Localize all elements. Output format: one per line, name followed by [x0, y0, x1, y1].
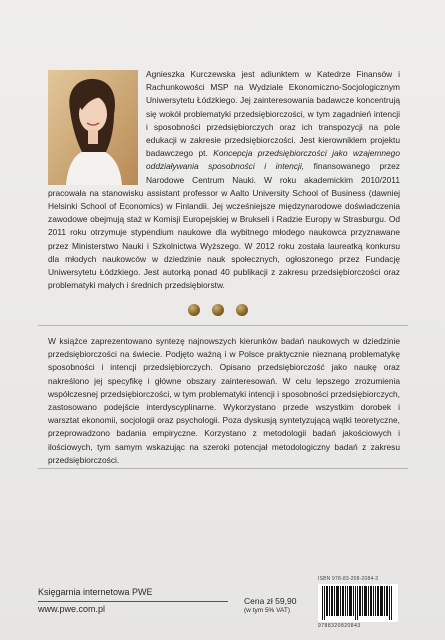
vat-note: (w tym 5% VAT): [244, 607, 290, 614]
publisher-url[interactable]: www.pwe.com.pl: [38, 604, 106, 614]
book-description: W książce zaprezentowano syntezę najnowszych kierunków badań naukowych w dziedzinie przedsiębiorczości na świecie. Podjęto ważną i w Polsce praktycznie nieznaną problematykę sposobności i intencji przedsiębiorczych. Opisano przedsiębiorczość jako naukę oraz nakreślono jej specyfikę i główne obszary zainteresowań. W celu lepszego zrozumienia współczesnej przedsiębiorczości, w tym problematyki intencji i sposobności przedsiębiorczych, zastosowano podejście interdyscyplinarne. Wykorzystano przede wszystkim dorobek i warsztat ekonomii, socjologii oraz psychologii. Poza dyskusją syntetyzującą wątki teoretyczne, przeprowadzono badania empiryczne. Korzystano z metodologii badań jakościowych i ilościowych, tym samym wskazując na szeroki potencjał metodologiczny badań z zakresu przedsiębiorczości.: [48, 336, 400, 465]
divider: [38, 601, 228, 602]
ornament-bullets: [188, 304, 248, 318]
price-block: [244, 596, 296, 616]
divider: [38, 325, 408, 326]
bio-text-part2: finansowanego przez Narodowe Centrum Nauki. W roku akademickim 2010/2011 pracowała na stanowisku assistant professor w Aalto University School of Business (dawniej Helsinki School of Economics) w Finlandii. Jej wcześniejsze międzynarodowe doświadczenia zawodowe obejmują staż w Komisji Europejskiej w Brukseli i Radzie Europy w Strasburgu. Od 2011 roku otrzymuje stypendium naukowe dla wybitnego młodego naukowca przyznawane przez Ministerstwo Nauki i Szkolnictwa Wyższego. W 2012 roku została laureatką konkursu dla młodych naukowców w dziedzinie nauk społecznych, ogłoszonego przez Fundację Uniwersytetu Łódzkiego. Jest autorką ponad 40 publikacji z zakresu przedsiębiorczości oraz problematyki małych i średnich przedsiębiorstw.: [48, 161, 400, 291]
barcode-number: 9788320820843: [318, 623, 361, 629]
bio-text-part1: Agnieszka Kurczewska jest adiunktem w Katedrze Finansów i Rachunkowości MSP na Wydziale Ekonomiczno-Socjologicznym Uniwersytetu Łódzkiego. Jej zainteresowania badawcze koncentrują się wokół problematyki przedsiębiorczości, w tym zagadnień intencji i sposobności przedsiębiorczych oraz ich transpozycji na pole edukacji w zakresie przedsiębiorczości. Jest kierowniklem projektu badawczego pt.: [146, 69, 400, 159]
divider: [38, 468, 408, 469]
bullet-icon: [236, 304, 248, 316]
author-bio: [48, 68, 400, 292]
isbn-label: ISBN 978-83-208-2084-3: [318, 576, 379, 582]
bookstore-label: Księgarnia internetowa PWE: [38, 587, 153, 597]
bullet-icon: [188, 304, 200, 316]
bullet-icon: [212, 304, 224, 316]
bio-project-title: Koncepcja przedsiębiorczości jako wzajemnego oddziaływania sposobności i intencji,: [146, 148, 400, 172]
barcode-icon: [318, 584, 398, 622]
publisher-info: [38, 586, 153, 616]
barcode: [318, 576, 398, 630]
price-label: Cena zł 59,90: [244, 596, 297, 606]
